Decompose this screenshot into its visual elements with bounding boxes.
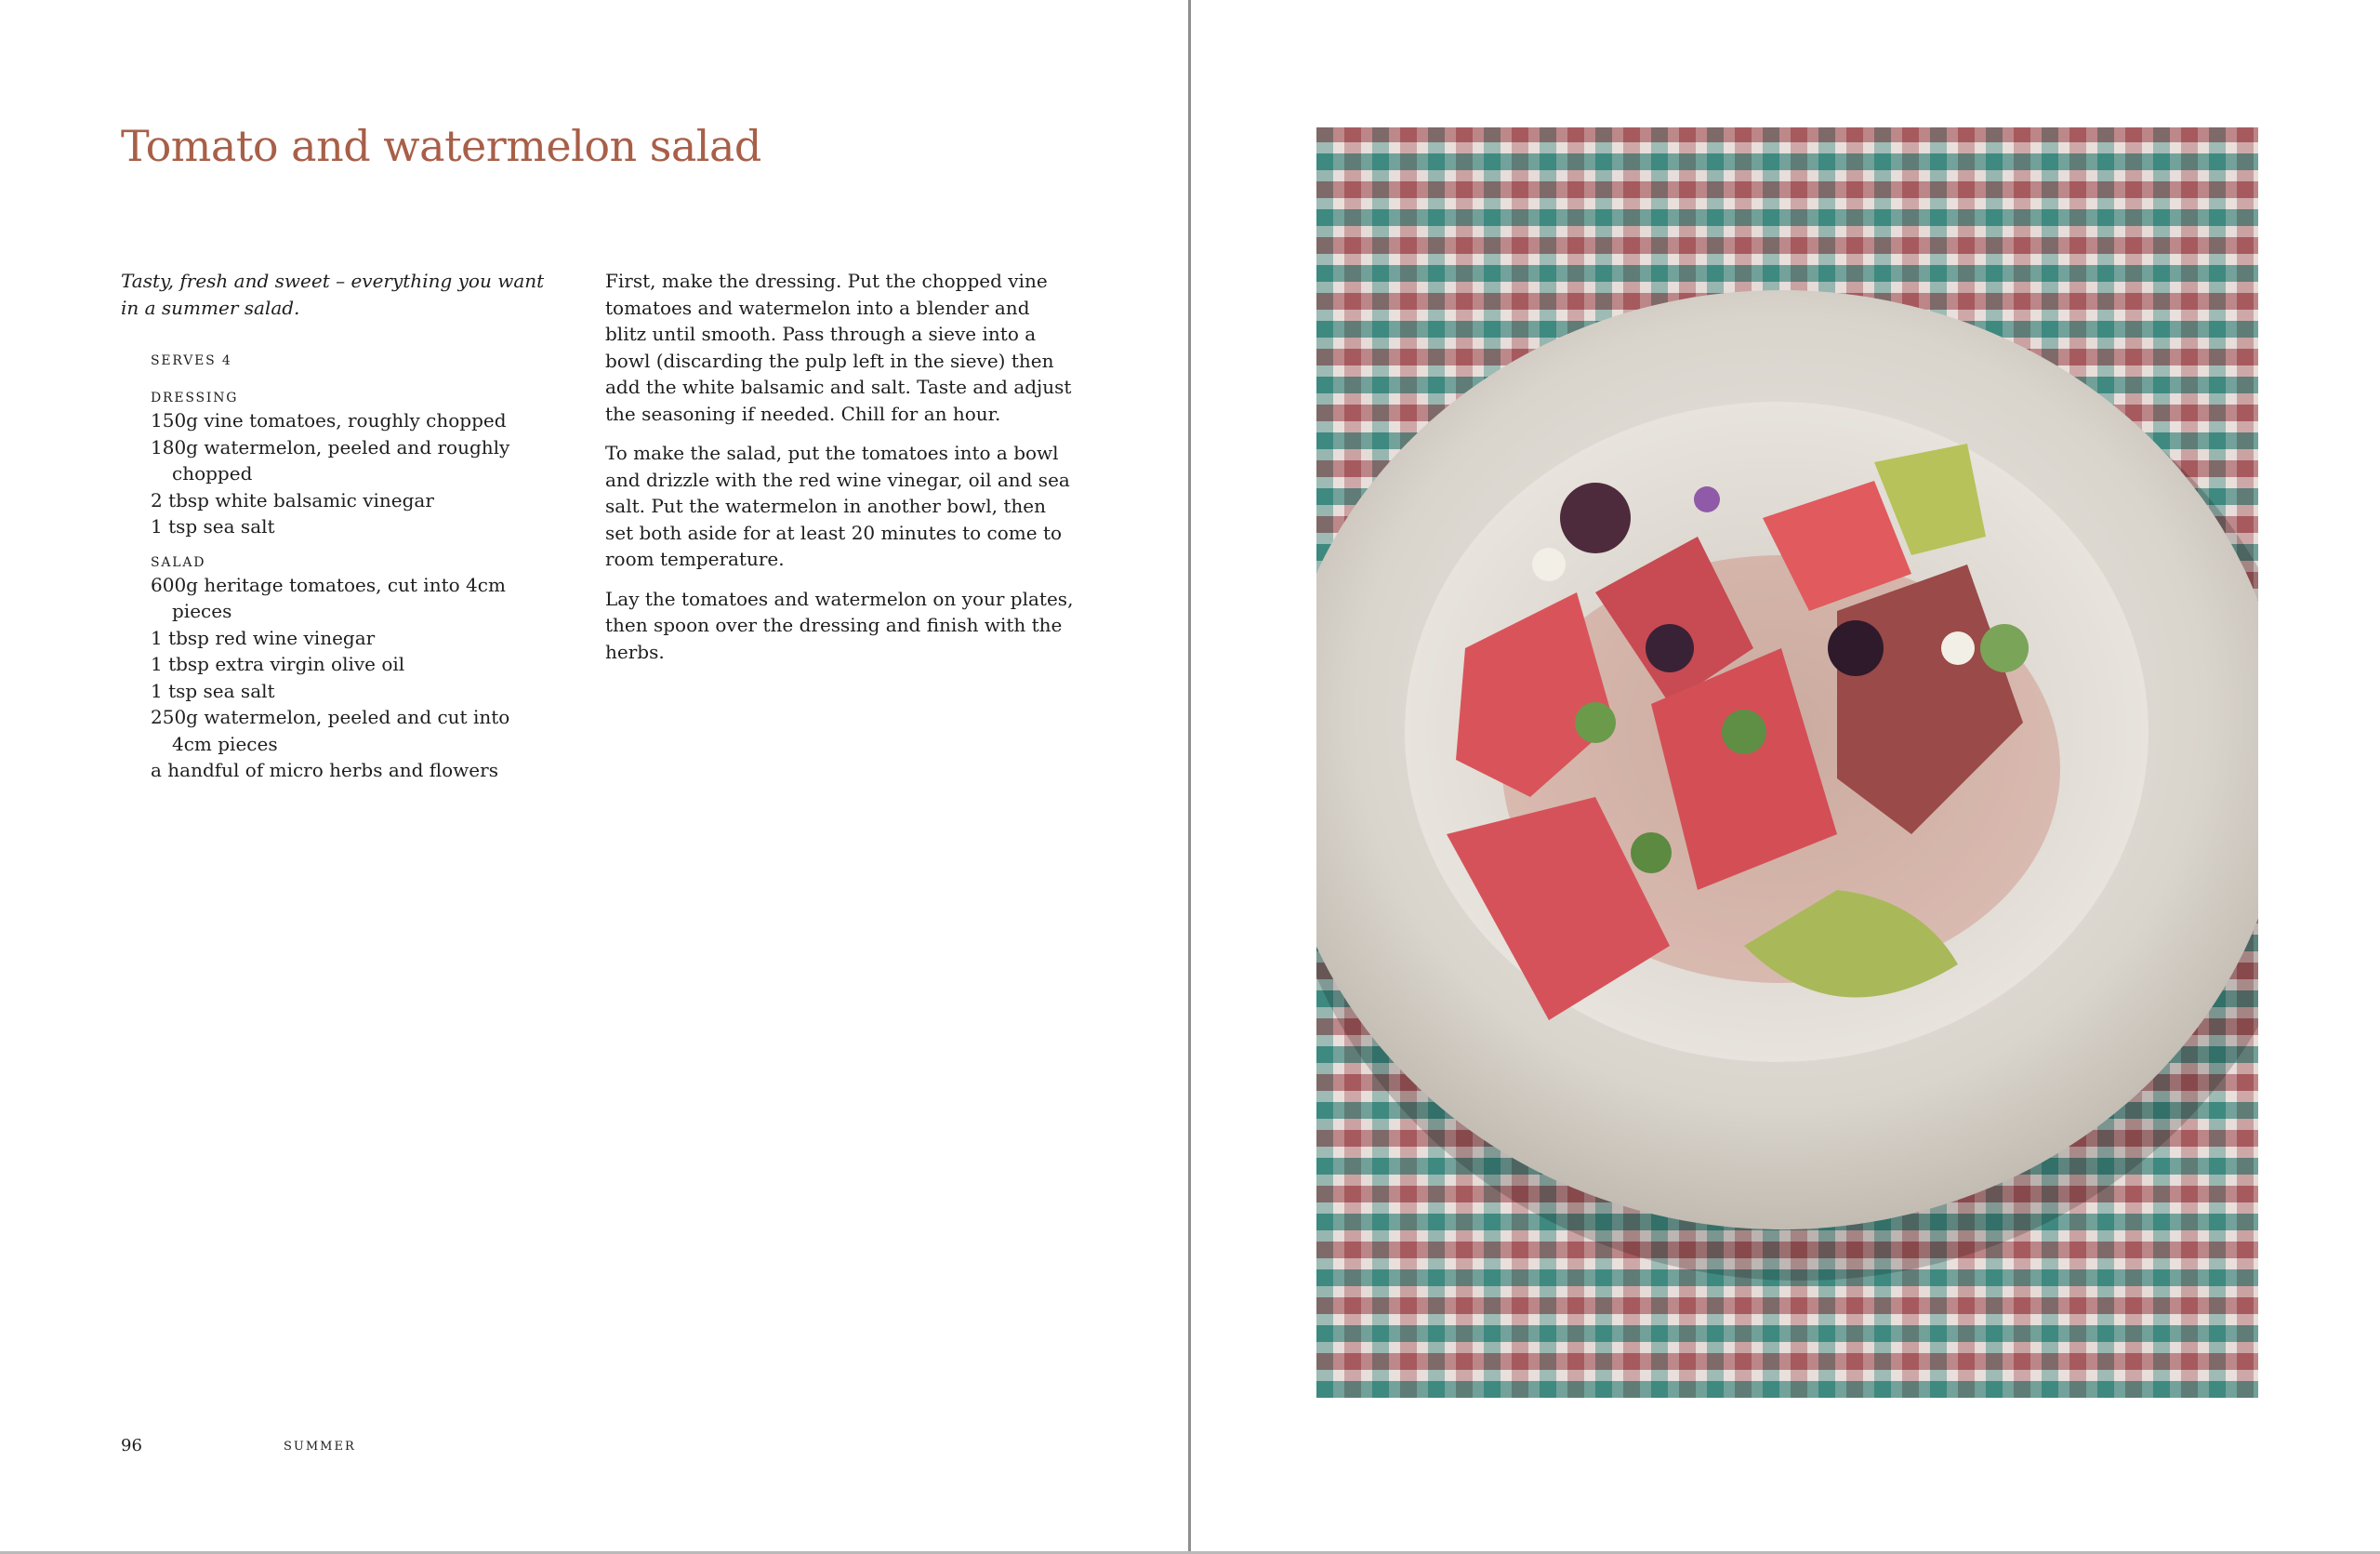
ingredient-item: 1 tbsp extra virgin olive oil [151,653,405,675]
ingredients [151,352,541,797]
salad-group [151,553,541,784]
ingredient-item: 250g watermelon, peeled and cut into 4cm pieces [151,706,510,755]
serves-label: SERVES 4 [151,353,232,368]
method-step: To make the salad, put the tomatoes into a bowl and drizzle with the red wine vinegar, oil and sea salt. Put the watermelon in another bowl, then set both aside for at least 20 minutes to come to room temperature. [605,442,1070,570]
ingredient-item: 150g vine tomatoes, roughly chopped [151,409,507,432]
left-page [0,0,1188,1554]
page-number: 96 [121,1436,142,1455]
recipe-intro: Tasty, fresh and sweet – everything you want in a summer salad. [121,270,545,319]
ingredient-item: 1 tsp sea salt [151,679,275,702]
method-step: First, make the dressing. Put the chopped vine tomatoes and watermelon into a blender and blitz until smooth. Pass through a sieve into a bowl (discarding the pulp left in the sieve) then add the white balsamic and salt. Taste and adjust the seasoning if needed. Chill for an hour. [605,270,1072,425]
ingredient-item: 1 tsp sea salt [151,515,275,538]
salad-photo [1316,127,2258,1398]
section-label: SUMMER [284,1440,356,1454]
ingredient-item: 1 tbsp red wine vinegar [151,626,376,649]
salad-bowl-illustration [1316,127,2258,1398]
ingredient-item: a handful of micro herbs and flowers [151,759,498,781]
dressing-heading: DRESSING [151,391,239,405]
salad-list [151,572,541,784]
ingredient-item: 600g heritage tomatoes, cut into 4cm pieces [151,573,506,622]
dressing-list [151,407,541,540]
method-step: Lay the tomatoes and watermelon on your plates, then spoon over the dressing and finish with the herbs. [605,587,1074,663]
dressing-group [151,389,541,540]
recipe-title: Tomato and watermelon salad [121,121,761,171]
method [605,268,1075,678]
salad-heading: SALAD [151,554,206,570]
ingredient-item: 180g watermelon, peeled and roughly chopped [151,435,510,485]
ingredient-item: 2 tbsp white balsamic vinegar [151,488,434,511]
